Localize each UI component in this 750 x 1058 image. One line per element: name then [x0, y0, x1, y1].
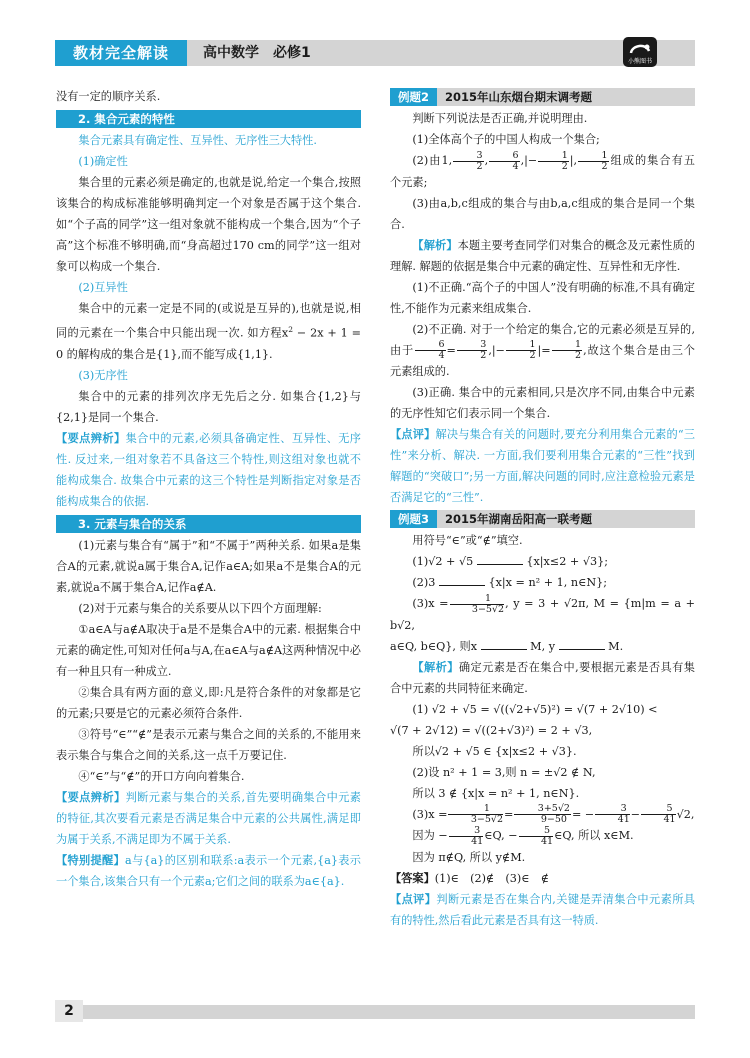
question: (2)由1, $\frac{3}{2}$ , $\frac{6}{4}$ ,|− $\frac{1}{2}$ |, $\frac{1}{2}$ 组成的集合有五个元素;	[390, 149, 695, 189]
right-column	[390, 86, 695, 931]
logo-text: 小熊图书	[627, 58, 653, 65]
paragraph: ④“∈”与“∉”的开口方向向着集合.	[78, 769, 245, 783]
paragraph: (1)元素与集合有“属于”和“不属于”两种关系. 如果a是集合A的元素,就说a属于集合A,记作a∈A;如果a不是集合A的元素,就说a不属于集合A,记作a∉A.	[56, 538, 361, 594]
example-tag: 例题3	[390, 510, 437, 528]
paragraph: 集合里的元素必须是确定的,也就是说,给定一个集合,按照该集合的构成标准能够明确判定一个对象是否属于这个集合. 如“个子高的同学”这一组对象就不能构成一个集合,因为“个子高”这个标准不够明确,而“身高超过170 cm的同学”这一组对象可以构成一个集合.	[56, 176, 361, 273]
paragraph: ②集合具有两方面的意义,即:凡是符合条件的对象都是它的元素;只要是它的元素必须符合条件.	[56, 685, 361, 720]
question: (1)全体高个子的中国人构成一个集合;	[412, 133, 600, 146]
solution-line: 所以 3 ∉ {x|x = n² + 1, n∈N}.	[412, 786, 580, 800]
paragraph: ③符号“∈”“∉”是表示元素与集合之间的关系的,不能用来表示集合与集合之间的关系,这一点千万要记住.	[56, 727, 361, 762]
solution-line: √(7 + 2√12) = √((2+√3)²) = 2 + √3,	[390, 723, 593, 737]
book-title-tag: 教材完全解读	[55, 40, 187, 66]
answer-blank[interactable]	[481, 637, 527, 650]
answer: 【答案】(1)∈ (2)∉ (3)∈ ∉	[390, 870, 549, 885]
solution-line: 因为 − $\frac{3}{41}$ ∈Q, − $\frac{5}{41}$ ∈Q, 所以 x∈M.	[412, 824, 634, 847]
solution-line: 所以√2 + √5 ∈ {x|x≤2 + √3}.	[412, 744, 577, 758]
page-number: 2	[55, 1000, 83, 1022]
question: 判断下列说法是否正确,并说明理由.	[412, 112, 588, 125]
example-header	[390, 88, 695, 106]
page-footer	[55, 1005, 695, 1019]
comment: 【点评】解决与集合有关的问题时,要充分利用集合元素的“三性”来分析、解决. 一方面,我们要利用集合元素的“三性”找到解题的“突破口”;另一方面,解决问题的同时,应注意检验元素是否满足它的“三性”.	[390, 427, 695, 504]
subheading: (2)互异性	[78, 281, 128, 294]
section-intro: 集合元素具有确定性、互异性、无序性三大特性.	[78, 134, 317, 147]
solution-line: (2)设 n² + 1 = 3,则 n = ±√2 ∉ N,	[412, 765, 596, 779]
example-tag: 例题2	[390, 88, 437, 106]
answer-item: (1)不正确.“高个子的中国人”没有明确的标准,不具有确定性,不能作为元素来组成集合.	[390, 280, 695, 315]
example-source: 2015年山东烟台期末调考题	[445, 90, 593, 104]
question: (2)3 {x|x = n² + 1, n∈N};	[390, 572, 695, 593]
answer-blank[interactable]	[559, 637, 605, 650]
question: (3)x = $\frac{1}{3-5√2}$ , y = 3 + √2π, M = {m|m = a + b√2,	[390, 592, 695, 632]
page-header	[55, 40, 695, 66]
question: a∈Q, b∈Q}, 则x M, y M.	[390, 636, 695, 657]
solution-line: (1) √2 + √5 = √((√2+√5)²) = √(7 + 2√10) <	[412, 702, 658, 716]
question: 用符号“∈”或“∉”填空.	[412, 534, 523, 547]
question: (3)由a,b,c组成的集合与由b,a,c组成的集合是同一个集合.	[390, 196, 695, 231]
paragraph: 集合中的元素的排列次序无先后之分. 如集合{1,2}与{2,1}是同一个集合.	[56, 389, 361, 424]
paragraph: 没有一定的顺序关系.	[56, 90, 161, 103]
solution-line: 因为 π∉Q, 所以 y∉M.	[412, 850, 526, 864]
example-source: 2015年湖南岳阳高一联考题	[445, 512, 593, 526]
answer-blank[interactable]	[477, 552, 523, 565]
subheading: (1)确定性	[78, 155, 128, 168]
paragraph: ①a∈A与a∉A取决于a是不是集合A中的元素. 根据集合中元素的确定性,可知对任何a与A,在a∈A与a∉A这两种情况中必有一种且只有一种成立.	[56, 622, 361, 678]
publisher-logo	[623, 37, 657, 67]
subject-label: 高中数学 必修1	[203, 45, 311, 61]
analysis: 【解析】本题主要考查同学们对集合的概念及元素性质的理解. 解题的依据是集合中元素的确定性、互异性和无序性.	[390, 237, 695, 273]
example-header	[390, 510, 695, 528]
section-title: 2. 集合元素的特性	[56, 110, 361, 128]
answer-blank[interactable]	[439, 573, 485, 586]
analysis: 【解析】确定元素是否在集合中,要根据元素是否具有集合中元素的共同特征来确定.	[390, 659, 695, 695]
paragraph: 集合中的元素一定是不同的(或说是互异的),也就是说,相同的元素在一个集合中只能出现一次. 如方程$x^2 - 2x + 1 = 0$ 的解构成的集合是{1},而不能写成{1,1}.	[56, 302, 361, 361]
question: (1)√2 + √5 {x|x≤2 + √3};	[390, 551, 695, 572]
answer-item: (3)正确. 集合中的元素相同,只是次序不同,由集合中元素的无序性知它们表示同一个集合.	[390, 386, 695, 420]
subheading: (3)无序性	[78, 368, 128, 382]
key-point: 【要点辨析】集合中的元素,必须具备确定性、互异性、无序性. 反过来,一组对象若不具备这三个特性,则这组对象也就不能构成集合. 故集合中元素的这三个特性是判断指定对象是否能构成集合的依据.	[56, 430, 361, 508]
solution-line: (3)x = $\frac{1}{3-5√2}$ = $\frac{3+5√2}{9-50}$ = − $\frac{3}{41}$ − $\frac{5}{41}$ √2,	[412, 803, 695, 825]
special-reminder: 【特别提醒】a与{a}的区别和联系:a表示一个元素,{a}表示一个集合,该集合只有一个元素a;它们之间的联系为a∈{a}.	[56, 852, 361, 888]
section-title: 3. 元素与集合的关系	[56, 515, 361, 533]
key-point: 【要点辨析】判断元素与集合的关系,首先要明确集合中元素的特征,其次要看元素是否满足集合中元素的公共属性,满足即为属于关系,不满足即为不属于关系.	[56, 789, 361, 846]
paragraph: (2)对于元素与集合的关系要从以下四个方面理解:	[78, 601, 322, 615]
comment: 【点评】判断元素是否在集合内,关键是弄清集合中元素所具有的特性,然后看此元素是否具有这一特质.	[390, 891, 695, 927]
answer-item: (2)不正确. 对于一个给定的集合,它的元素必须是互异的,由于 $\frac{6}{4}$ = $\frac{3}{2}$ ,|− $\frac{1}{2}$ |= $\frac{1}{2}$ ,故这个集合是由三个元素组成的.	[390, 322, 695, 378]
left-column	[56, 86, 361, 892]
